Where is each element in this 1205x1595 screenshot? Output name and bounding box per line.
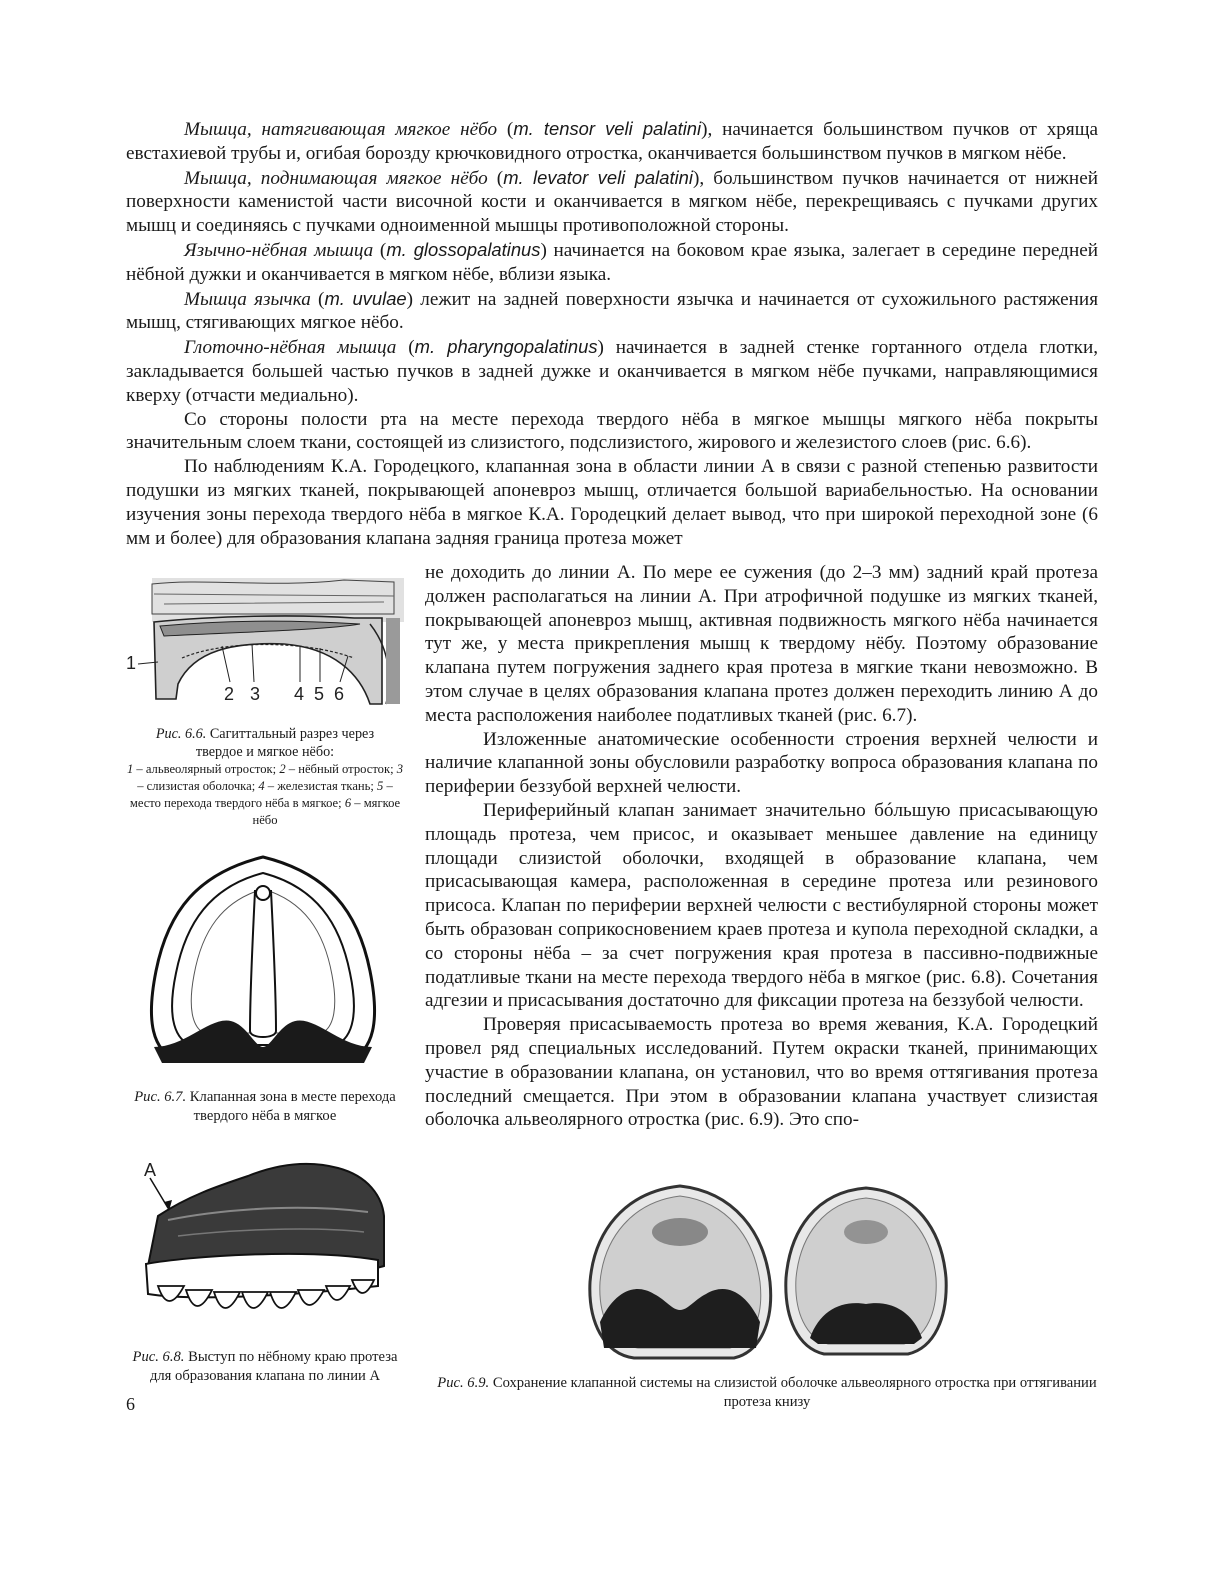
caption-text: Выступ по нёбному краю протеза для образования клапана по линии А — [149, 1349, 398, 1384]
caption-title-text: Сагиттальный разрез через — [209, 726, 375, 742]
muscle-name: Глоточно-нёбная мышца — [184, 337, 397, 359]
muscle-name: Мышца, поднимающая мягкое нёбо — [184, 167, 488, 189]
latin-name: m. glossopalatinus — [386, 238, 541, 260]
label-1: 1 — [126, 653, 137, 673]
paragraph — [126, 455, 1098, 550]
caption-title-text: твердое и мягкое нёбо: — [195, 743, 335, 760]
fig-6-9-caption — [436, 1374, 1098, 1412]
muscle-name: Мышца язычка — [184, 288, 311, 310]
fig-6-6-sagittal-section — [124, 574, 406, 710]
paragraph-continuation: не доходить до линии А. По мере ее сужения (до 2–3 мм) задний край протеза должен располагаться на линии А. При атрофичной подушке из мягких тканей, покрывающей апоневроз мышц, активная подвижность мягкого нёба начинается тут же, у места прикрепления мышц к твердому нёбу. Поэтому образование клапана путем погружения заднего края протеза в мягкие ткани невозможно. В этом случае в целях образования клапана протез должен переходить линию А до места расположения наиболее податливых тканей (рис. 6.7). — [425, 562, 1098, 726]
fig-6-9-stained-palates — [584, 1182, 956, 1364]
paragraph — [126, 166, 1098, 238]
latin-name: m. tensor veli palatini — [513, 118, 702, 139]
legend-num: 6 — [344, 795, 352, 810]
fig-6-7-valve-zone — [138, 851, 388, 1071]
caption-legend — [124, 761, 406, 828]
legend-text: – мягкое нёбо — [252, 795, 401, 827]
caption-title — [124, 726, 406, 761]
paragraph-text: По наблюдениям К.А. Городецкого, клапанная зона в области линии А в связи с разной степенью развитости подушки из мягких тканей, покрывающей апоневроз мышц, отличается большой вариабельностью. На основании изучения зоны перехода твердого нёба в мягкое К.А. Городецкий делает вывод, что при широкой переходной зоне (6 мм и более) для образования клапана задняя граница протеза может — [126, 456, 1098, 549]
fig-6-8-denture-ledge — [128, 1156, 396, 1336]
legend-num: 1 — [126, 762, 134, 777]
paren-open: ( — [373, 239, 387, 261]
paragraph — [126, 335, 1098, 407]
palate-photo-left — [590, 1186, 771, 1358]
paragraph-text: ), начинается большинством пучков от хряща евстахиевой трубы и, огибая борозду крючковидного отростка, оканчивается большинством пучков в мягком нёбе. — [126, 119, 1098, 164]
paren-open: ( — [487, 167, 504, 189]
label-a: А — [144, 1160, 157, 1180]
fig-6-7-caption — [124, 1088, 406, 1126]
body-text-right — [425, 561, 1098, 1132]
paren-open: ( — [396, 337, 415, 359]
page-number: 6 — [126, 1394, 135, 1414]
paragraph-text: ) начинается в задней стенке гортанного отдела глотки, закладывается большей частью пучков в задней дужке и оканчивается в мягком нёбе пучками, направляющимися кверху (отчасти медиально). — [126, 337, 1099, 406]
paragraph: Проверяя присасываемость протеза во время жевания, К.А. Городецкий провел ряд специальных исследований. Путем окраски тканей, принимающих участие в образовании клапана, он установил, что во время оттягивания протеза последний смещается. При этом в образовании клапана участвует слизистая оболочка альвеолярного отростка (рис. 6.9). Это спо- — [425, 1014, 1098, 1131]
latin-name: m. levator veli palatini — [503, 166, 693, 188]
paragraph-text: Со стороны полости рта на месте перехода твердого нёба в мягкое мышцы мягкого нёба покрыты значительным слоем ткани, состоящей из слизистого, подслизистого, жирового и железистого слоев (рис. 6.6). — [126, 408, 1098, 454]
legend-text: – слизистая оболочка; — [137, 778, 259, 793]
fig-6-8-caption — [124, 1348, 406, 1386]
label-6: 6 — [334, 684, 345, 704]
label-2: 2 — [224, 684, 235, 704]
label-4: 4 — [294, 684, 305, 704]
caption-text: Клапанная зона в месте перехода твердого нёба в мягкое — [189, 1089, 396, 1124]
label-5: 5 — [314, 684, 325, 704]
paren-open: ( — [310, 288, 325, 310]
legend-text: – альвеолярный отросток; — [133, 762, 280, 777]
paragraph: Периферийный клапан занимает значительно бóльшую присасывающую площадь протеза, чем присос, и оказывает меньшее давление на единицу площади слизистой оболочки, входящей в образование клапана, чем присасывающая камера, расположенная в середине протеза или резинового присоса. Клапан по периферии верхней челюсти с вестибулярной стороны может быть образован соприкосновением краев протеза и купола переходной складки, а со стороны нёба – за счет погружения края протеза в пассивно-подвижные податливые ткани на месте перехода твердого нёба в мягкое (рис. 6.8). Сочетания адгезии и присасывания достаточно для фиксации протеза на беззубой челюсти. — [425, 799, 1098, 1012]
fig-6-6-caption — [124, 726, 406, 828]
caption-text: Сохранение клапанной системы на слизистой оболочке альвеолярного отростка при оттягивании протеза книзу — [492, 1375, 1097, 1410]
caption-label: Рис. 6.8. — [132, 1349, 185, 1365]
paragraph — [126, 117, 1098, 166]
paragraph: Изложенные анатомические особенности строения верхней челюсти и наличие клапанной зоны обусловили разработку вопроса образования клапана по периферии беззубой верхней челюсти. — [425, 728, 1098, 798]
label-3: 3 — [250, 684, 261, 704]
latin-name: m. pharyngopalatinus — [414, 336, 598, 358]
legend-text: – нёбный отросток; — [285, 762, 397, 777]
paragraph — [126, 238, 1098, 287]
legend-text: – железистая ткань; — [264, 778, 378, 793]
paren-open: ( — [497, 119, 514, 140]
caption-label: Рис. 6.7. — [134, 1089, 187, 1105]
paragraph-text: ), большинством пучков начинается от нижней поверхности каменистой части височной кости и оканчивается в мягком нёбе, перекрещиваясь с пучками других мышц и соединяясь с пучками одноименной мышцы противоположной стороны. — [126, 167, 1098, 237]
legend-num: 5 — [377, 778, 384, 793]
caption-label: Рис. 6.9. — [437, 1375, 490, 1391]
muscle-name: Мышца, натягивающая мягкое нёбо — [184, 119, 498, 140]
paragraph-text: ) начинается на боковом крае языка, залегает в середине передней нёбной дужки и оканчивается в мягком нёбе, вблизи языка. — [126, 239, 1098, 285]
legend-text: – место перехода твердого нёба в мягкое; — [129, 778, 393, 810]
legend-num: 3 — [396, 762, 404, 777]
legend-num: 4 — [258, 778, 265, 793]
latin-name: m. uvulae — [324, 287, 407, 309]
caption-label: Рис. 6.6. — [155, 726, 207, 742]
palate-photo-right — [786, 1188, 946, 1354]
muscle-name: Язычно-нёбная мышца — [184, 239, 374, 261]
legend-num: 2 — [279, 762, 286, 777]
paragraph-text: ) лежит на задней поверхности язычка и начинается от сухожильного растяжения мышц, стягивающих мягкое нёбо. — [126, 288, 1099, 334]
body-text-top — [126, 117, 1098, 550]
paragraph — [126, 408, 1098, 456]
paragraph — [126, 287, 1098, 336]
